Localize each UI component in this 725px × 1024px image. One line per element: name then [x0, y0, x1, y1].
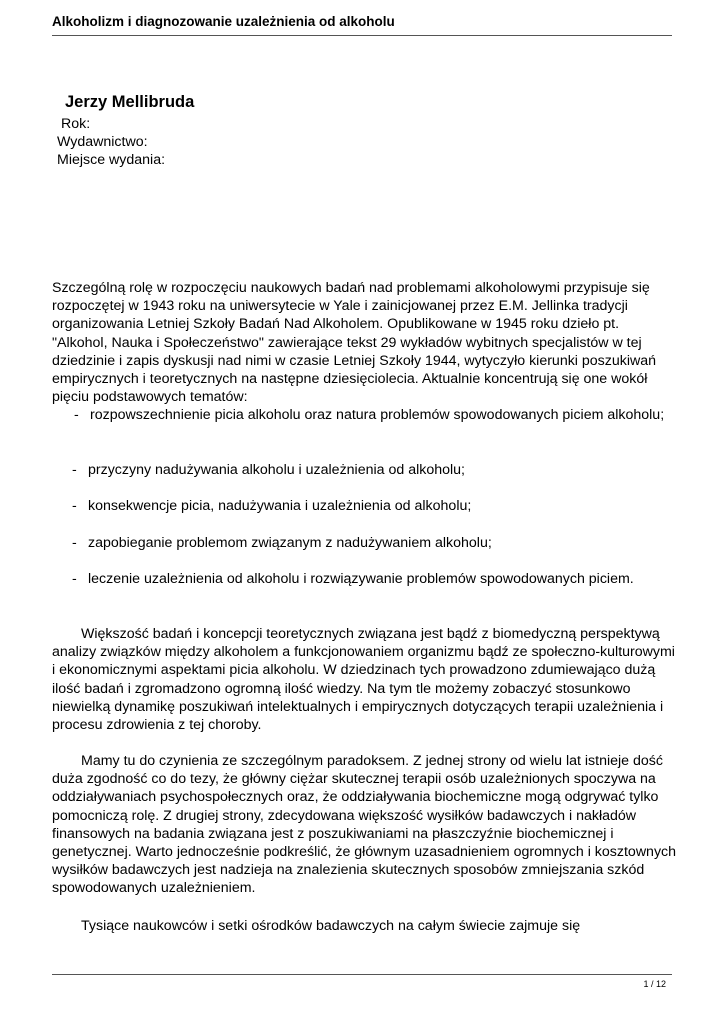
list-item-3 [72, 497, 471, 515]
list-dash: - [72, 462, 77, 478]
year-label: Rok: [61, 116, 91, 132]
paragraph-scientists [52, 917, 677, 935]
list-dash: - [72, 535, 77, 551]
list-item-5 [72, 570, 634, 588]
paragraph-text: Mamy tu do czynienia ze szczególnym paradoksem. Z jednej strony od wielu lat istnieje dość duża zgodność co do tezy, że główny ciężar skutecznej terapii osób uzależnionych spoczywa na oddziaływaniach psychospołecznych oraz, że oddziaływania biochemiczne mogą odgrywać tylko pomocniczą rolę. Z drugiej strony, zdecydowana większość wysiłków badawczych i nakładów finansowych na badania związana jest z poszukiwaniami na płaszczyźnie biochemicznej i genetycznej. Warto jednocześnie podkreślić, że głównym uzasadnieniem ogromnych i kosztownych wysiłków badawczych jest nadzieja na znalezienia skutecznych sposobów zmniejszania szkód spowodowanych uzależnieniem. [52, 753, 677, 897]
list-item-1 [52, 406, 677, 424]
intro-paragraph: Szczególną rolę w rozpoczęciu naukowych badań nad problemami alkoholowymi przypisuje się rozpoczętej w 1943 roku na uniwersytecie w Yale i zainicjowanej przez E.M. Jellinka tradycji organizowania Letniej Szkoły Badań Nad Alkoholem. Opublikowane w 1945 roku dzieło pt. "Alkohol, Nauka i Społeczeństwo" zawierające tekst 29 wykładów wybitnych specjalistów w tej dziedzinie i zapis dyskusji nad nimi w czasie Letniej Szkoły 1944, wytyczyło kierunki poszukiwań empirycznych i teoretycznych na następne dziesięciolecia. Aktualnie koncentrują się one wokół pięciu podstawowych tematów: [52, 280, 657, 406]
list-item-4 [72, 534, 492, 552]
list-item-text: rozpowszechnienie picia alkoholu oraz natura problemów spowodowanych piciem alkoholu; [90, 407, 665, 423]
header-divider [52, 35, 672, 36]
list-item-text: zapobieganie problemom związanym z nadużywaniem alkoholu; [88, 535, 492, 551]
list-dash: - [72, 571, 77, 587]
place-label: Miejsce wydania: [57, 152, 166, 168]
list-item-text: przyczyny nadużywania alkoholu i uzależnienia od alkoholu; [88, 462, 465, 478]
page-number: 1 / 12 [643, 979, 666, 989]
paragraph-research-perspectives [52, 625, 677, 734]
running-header-title: Alkoholizm i diagnozowanie uzależnienia od alkoholu [52, 14, 395, 29]
book-author: Jerzy Mellibruda [65, 93, 195, 111]
list-dash: - [74, 407, 79, 423]
paragraph-text: Tysiące naukowców i setki ośrodków badawczych na całym świecie zajmuje się [81, 918, 581, 934]
paragraph-text: Większość badań i koncepcji teoretycznych związana jest bądź z biomedyczną perspektywą analizy związków między alkoholem a funkcjonowaniem organizmu bądź ze społeczno-kulturowymi i ekonomicznymi aspektami picia alkoholu. W dziedzinach tych prowadzono zdumiewająco dużą ilość badań i zgromadzono ogromną ilość wiedzy. Na tym tle możemy zobaczyć stosunkowo niewielką dynamikę poszukiwań intelektualnych i empirycznych dotyczących terapii uzależnienia i procesu zdrowienia z tej choroby. [52, 626, 675, 734]
paragraph-paradox [52, 752, 677, 898]
list-item-2 [72, 461, 465, 479]
list-item-text: konsekwencje picia, nadużywania i uzależnienia od alkoholu; [88, 498, 472, 514]
list-item-text: leczenie uzależnienia od alkoholu i rozwiązywanie problemów spowodowanych piciem. [88, 571, 634, 587]
list-dash: - [72, 498, 77, 514]
publisher-label: Wydawnictwo: [57, 134, 148, 150]
footer-divider [52, 974, 672, 975]
